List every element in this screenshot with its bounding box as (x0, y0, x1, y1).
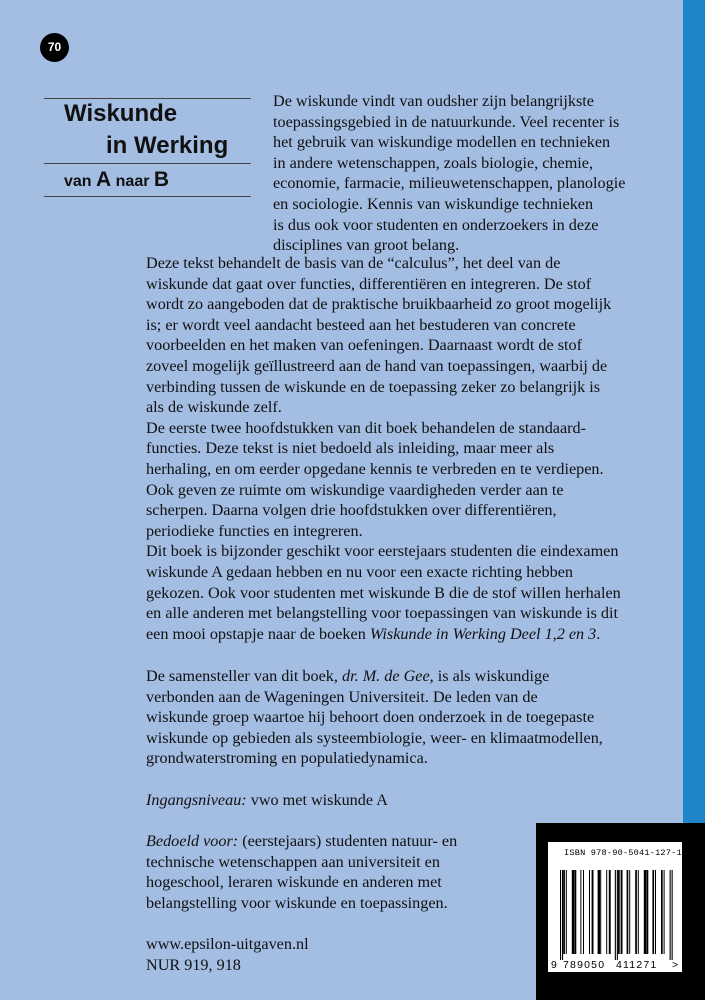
body-line: scherpen. Daarna volgen drie hoofdstukken over differentiëren, (146, 501, 557, 520)
barcode-guard-bar (615, 870, 616, 960)
barcode-guard-bar (670, 870, 671, 960)
barcode-bar (600, 870, 601, 954)
body-line: wiskunde A gedaan hebben en nu voor een exacte richting hebben (146, 562, 574, 581)
body-line: en alle anderen met belangstelling voor toepassingen van wiskunde is dit (146, 604, 619, 623)
body-line: Dit boek is bijzonder geschikt voor eerstejaars studenten die eindexamen (146, 542, 619, 561)
body-line: periodieke functies en integreren. (146, 521, 363, 540)
author-line: wiskunde op gebieden als systeembiologie, weer- en klimaatmodellen, (146, 728, 603, 747)
audience-line: hogeschool, leraren wiskunde en anderen met (146, 873, 442, 892)
body-line: is; er wordt veel aandacht besteed aan het bestuderen van concrete (146, 315, 576, 334)
intro-line: in andere wetenschappen, zoals biologie, chemie, (273, 153, 594, 172)
barcode-first-digit: 9 (551, 959, 557, 971)
barcode-bar (627, 870, 629, 954)
barcode-bar (664, 870, 665, 954)
body-line: functies. Deze tekst is niet bedoeld als inleiding, maar meer als (146, 439, 555, 458)
barcode-guard-bar (617, 870, 618, 960)
body-line: wiskunde dat gaat over functies, differentiëren en integreren. De stof (146, 274, 592, 293)
body-line: De eerste twee hoofdstukken van dit boek behandelen de standaard- (146, 418, 587, 437)
barcode-bar (592, 870, 594, 954)
body-line: gekozen. Ook voor studenten met wiskunde B die de stof willen herhalen (146, 583, 621, 602)
intro-paragraph (273, 91, 625, 256)
body-line: zoveel mogelijk geïllustreerd aan de hand van toepassingen, waarbij de (146, 356, 608, 375)
body-line: als de wiskunde zelf. (146, 398, 282, 417)
series-number-badge: 70 (40, 33, 69, 62)
barcode-bar (574, 870, 576, 954)
publisher-info (146, 934, 309, 975)
body-line: Deze tekst behandelt de basis van de “calculus”, het deel van de (146, 254, 561, 272)
barcode-guard-bar (560, 870, 561, 960)
barcode-bar (598, 870, 600, 954)
entry-level (146, 790, 388, 811)
barcode-bar (644, 870, 646, 954)
barcode-bar (563, 870, 565, 954)
audience-paragraph (146, 831, 457, 913)
entry-level-label: Ingangsniveau: (146, 791, 247, 809)
barcode-bar (629, 870, 630, 954)
body-paragraph (146, 253, 621, 644)
intro-line: economie, farmacie, milieuwetenschappen, planologie (273, 174, 626, 193)
intro-line: het gebruik van wiskundige modellen en technieken (273, 133, 611, 152)
isbn-text: ISBN 978-90-5041-127-1 (564, 848, 682, 858)
subtitle-van: van (64, 173, 92, 190)
barcode-bar (566, 870, 567, 954)
intro-line: toepassingsgebied in de natuurkunde. Veel recenter is (273, 112, 620, 131)
body-line: herhaling, en om eerder opgedane kennis te verbreden en te verdiepen. (146, 459, 604, 478)
author-line: grondwaterstroming en populatiedynamica. (146, 749, 428, 768)
audience-line: belangstelling voor wiskunde en toepassingen. (146, 893, 448, 912)
barcode-bar (638, 870, 639, 954)
audience-first-line: (eerstejaars) studenten natuur- en (238, 832, 458, 850)
body-line: verbinding tussen de wiskunde en de toepassing zeker zo belangrijk is (146, 377, 601, 396)
book-series-title: Wiskunde in Werking Deel 1,2 en 3 (369, 624, 597, 643)
barcode-right-digits: 411271 (616, 959, 658, 971)
barcode-bar (580, 870, 581, 954)
barcode-bar (652, 870, 654, 954)
body-last-line: een mooi opstapje naar de boeken Wiskunde in Werking Deel 1,2 en 3. (146, 624, 601, 643)
body-line: voorbeelden en het maken van oefeningen. Daarnaast wordt de stof (146, 336, 582, 355)
intro-line: en sociologie. Kennis van wiskundige technieken (273, 194, 594, 213)
barcode-guard-bar (562, 870, 563, 960)
barcode-bar (589, 870, 590, 954)
barcode-bar (572, 870, 574, 954)
author-name: dr. M. de Gee (342, 667, 430, 685)
title-rule-middle (44, 163, 251, 164)
barcode-bar (646, 870, 648, 954)
author-line: verbonden aan de Wageningen Universiteit. De leden van de (146, 687, 538, 706)
barcode-bar (661, 870, 663, 954)
barcode-bar (609, 870, 611, 954)
intro-line: is dus ook voor studenten en onderzoekers in deze (273, 215, 599, 234)
subtitle-b: B (153, 168, 170, 191)
barcode-bar (583, 870, 584, 954)
subtitle-naar: naar (115, 173, 150, 190)
entry-level-value: vwo met wiskunde A (246, 791, 388, 809)
barcode-bar (635, 870, 637, 954)
barcode-arrow: > (672, 959, 679, 971)
author-paragraph (146, 666, 603, 769)
title-rule-top (44, 98, 251, 99)
nur-code: NUR 919, 918 (146, 955, 241, 974)
publisher-website: www.epsilon-uitgaven.nl (146, 935, 309, 953)
title-line-2: in Werking (106, 132, 229, 159)
body-line: Ook geven ze ruimte om wiskundige vaardigheden verder aan te (146, 480, 564, 499)
title-rule-bottom (44, 196, 251, 197)
barcode-bar (621, 870, 623, 954)
barcode-guard-bar (672, 870, 673, 960)
intro-line: disciplines van groot belang. (273, 236, 460, 255)
author-line-1: De samensteller van dit boek, dr. M. de Gee, is als wiskundige (146, 667, 550, 685)
audience-label: Bedoeld voor: (146, 832, 239, 850)
title-line-1: Wiskunde (64, 100, 178, 127)
subtitle (64, 167, 169, 195)
author-line: wiskunde groep waartoe hij behoort doen onderzoek in de toegepaste (146, 708, 595, 727)
barcode-bar (606, 870, 607, 954)
barcode-left-digits: 789050 (563, 959, 606, 971)
barcode-bar (618, 870, 620, 954)
isbn-barcode (550, 870, 682, 972)
body-line: wordt zo aangeboden dat de praktische bruikbaarheid zo groot mogelijk (146, 295, 612, 314)
barcode-bar (655, 870, 656, 954)
intro-line: De wiskunde vindt van oudsher zijn belangrijkste (273, 92, 594, 110)
subtitle-a: A (96, 168, 112, 191)
audience-line: technische wetenschappen aan universiteit en (146, 852, 440, 871)
